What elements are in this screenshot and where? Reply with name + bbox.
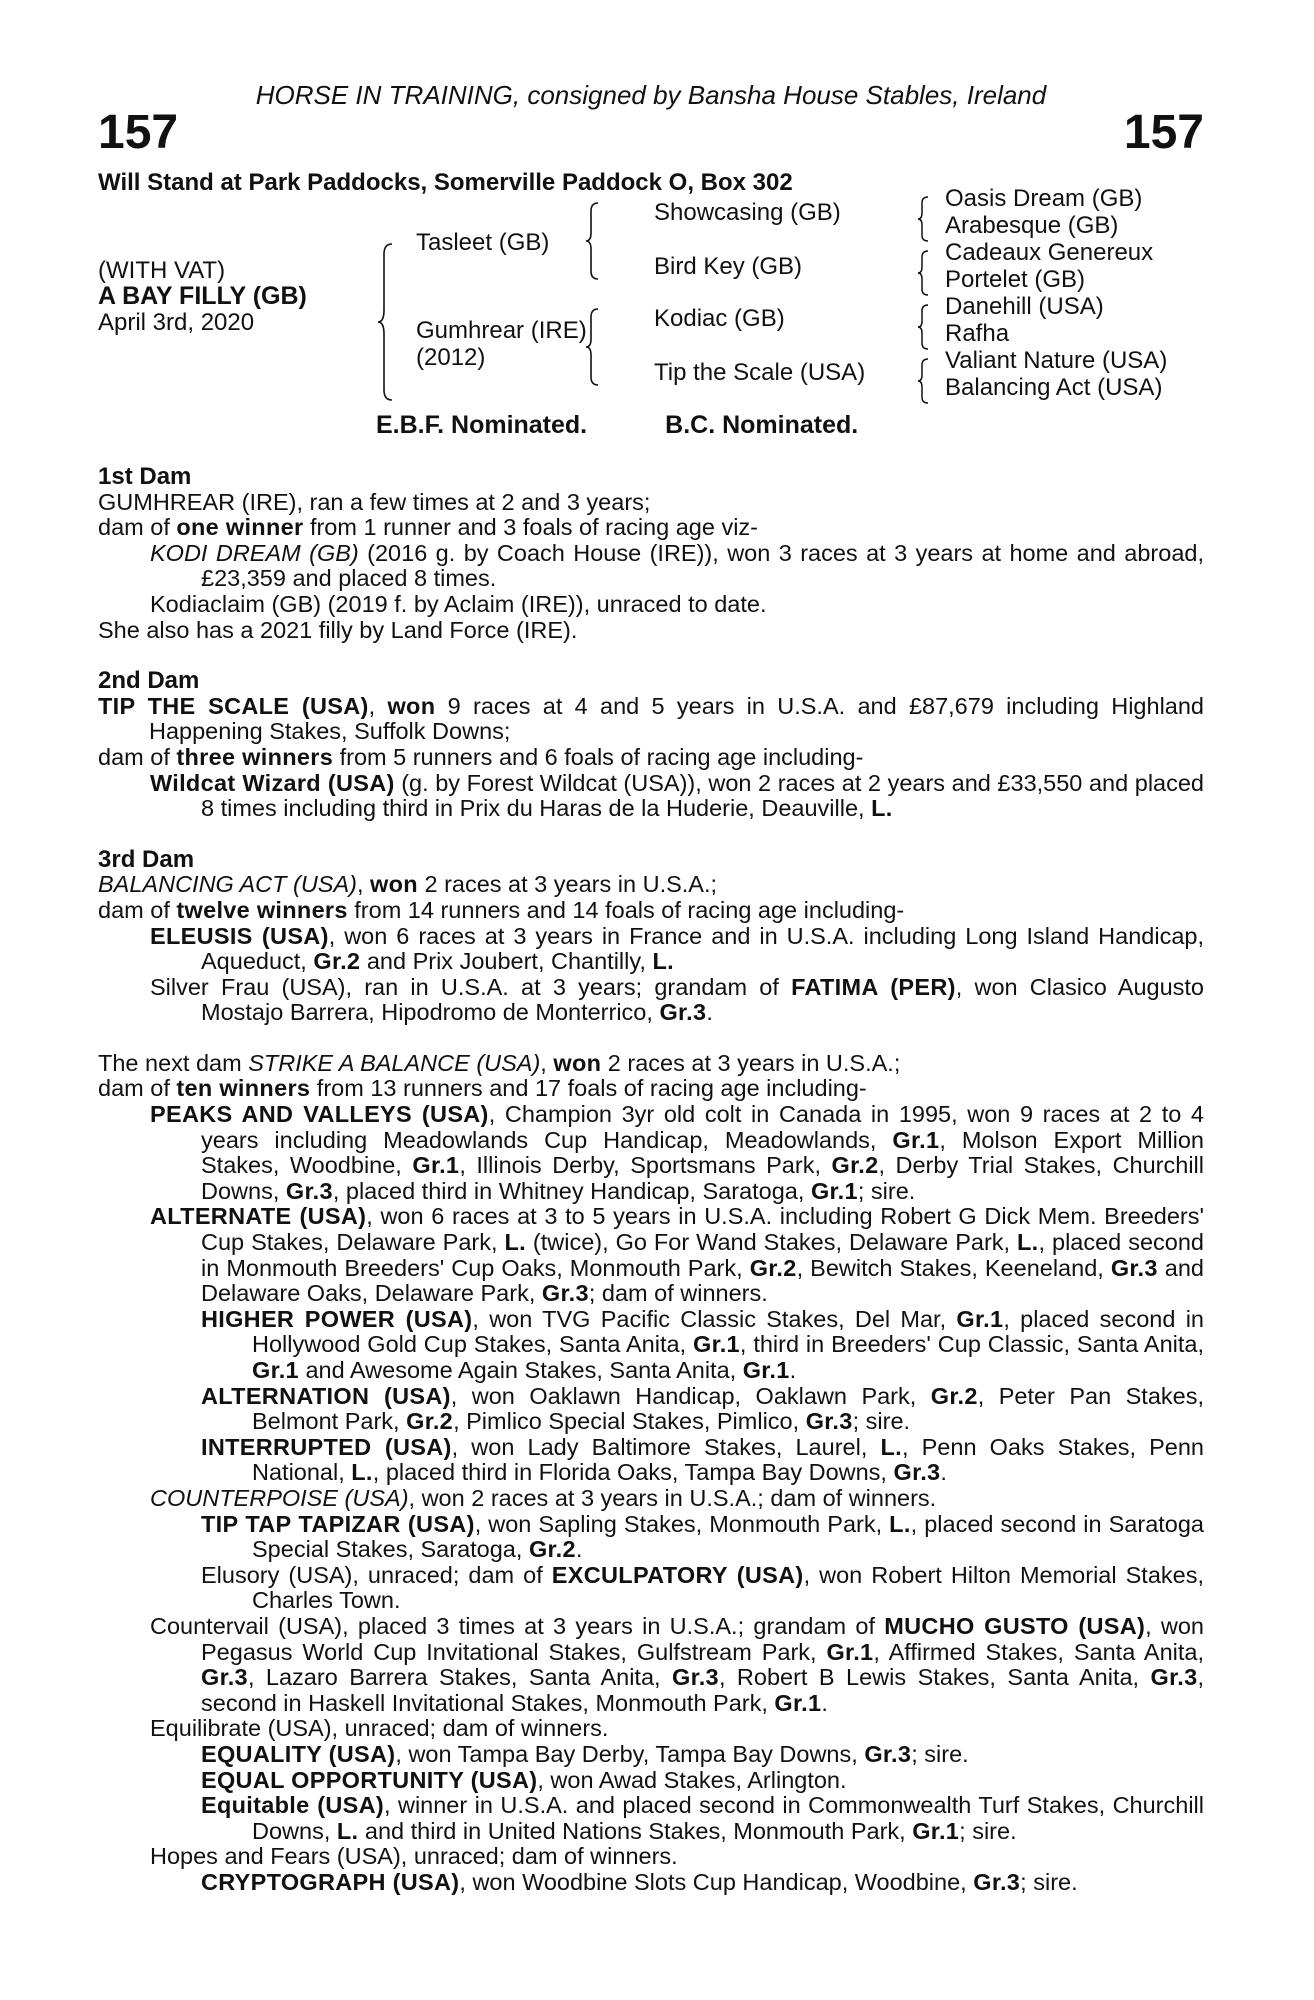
catalogue-body	[98, 464, 1204, 1895]
sire-sire: Showcasing (GB)	[654, 199, 841, 226]
third-dam-summary: BALANCING ACT (USA), won 2 races at 3 years in U.S.A.;	[98, 871, 718, 898]
offspring-equality: EQUALITY (USA), won Tampa Bay Derby, Tampa Bay Downs, Gr.3; sire.	[201, 1740, 969, 1767]
sire: Tasleet (GB)	[416, 229, 550, 256]
offspring-alternation: ALTERNATION (USA), won Oaklawn Handicap, Oaklawn Park, Gr.2, Peter Pan Stakes, Belmont Park, Gr.2, Pimlico Special Stakes, Pimlico, Gr.3; sire.	[201, 1382, 1204, 1435]
dam: Gumhrear (IRE)	[416, 317, 587, 344]
brace-g12	[916, 195, 932, 243]
second-dam-summary: TIP THE SCALE (USA), won 9 races at 4 and 5 years in U.S.A. and £87,679 including Highland Happening Stakes, Suffolk Downs;	[98, 692, 1204, 745]
granddam-8: Balancing Act (USA)	[945, 374, 1163, 401]
second-dam-heading: 2nd Dam	[98, 667, 200, 695]
second-dam-section	[98, 668, 1204, 822]
grandsire-3: Cadeaux Genereux	[945, 239, 1154, 266]
lot-number-right: 157	[1123, 106, 1204, 159]
ebf-nominated: E.B.F. Nominated.	[376, 411, 588, 439]
offspring-equal-opportunity: EQUAL OPPORTUNITY (USA), won Awad Stakes, Arlington.	[201, 1766, 847, 1793]
first-dam-record: dam of one winner from 1 runner and 3 foals of racing age viz-	[98, 514, 758, 541]
offspring-elusory: Elusory (USA), unraced; dam of EXCULPATORY (USA), won Robert Hilton Memorial Stakes, Charles Town.	[201, 1561, 1204, 1614]
dam-sire: Kodiac (GB)	[654, 305, 785, 332]
next-dam-record: dam of ten winners from 13 runners and 17 foals of racing age including-	[98, 1075, 867, 1102]
offspring-cryptograph: CRYPTOGRAPH (USA), won Woodbine Slots Cup Handicap, Woodbine, Gr.3; sire.	[201, 1868, 1078, 1895]
offspring-peaks-and-valleys: PEAKS AND VALLEYS (USA), Champion 3yr old colt in Canada in 1995, won 9 races at 2 to 4 years including Meadowlands Cup Handicap, Meadowlands, Gr.1, Molson Export Million Stakes, Woodbine, Gr.1, Illinois Derby, Sportsmans Park, Gr.2, Derby Trial Stakes, Churchill Downs, Gr.3, placed third in Whitney Handicap, Saratoga, Gr.1; sire.	[150, 1101, 1204, 1204]
grandsire-5: Danehill (USA)	[945, 293, 1104, 320]
pedigree-table	[98, 185, 1204, 407]
offspring-interrupted: INTERRUPTED (USA), won Lady Baltimore Stakes, Laurel, L., Penn Oaks Stakes, Penn National, L., placed third in Florida Oaks, Tampa Bay Downs, Gr.3.	[201, 1433, 1204, 1486]
stand-location: Will Stand at Park Paddocks, Somerville Paddock O, Box 302	[98, 169, 793, 196]
first-dam-section	[98, 464, 1204, 643]
brace-sire-dam	[376, 242, 396, 402]
grandsire-7: Valiant Nature (USA)	[945, 347, 1168, 374]
grandsire-1: Oasis Dream (GB)	[945, 185, 1143, 212]
dam-year: (2012)	[416, 344, 486, 371]
dam-dam: Tip the Scale (USA)	[654, 359, 866, 386]
brace-g56	[916, 303, 932, 351]
vat-note: (WITH VAT)	[98, 257, 226, 284]
third-dam-heading: 3rd Dam	[98, 845, 195, 873]
offspring-countervail: Countervail (USA), placed 3 times at 3 years in U.S.A.; grandam of MUCHO GUSTO (USA), won Pegasus World Cup Invitational Stakes, Gulfstream Park, Gr.1, Affirmed Stakes, Santa Anita, Gr.3, Lazaro Barrera Stakes, Santa Anita, Gr.3, Robert B Lewis Stakes, Santa Anita, Gr.3, second in Haskell Invitational Stakes, Monmouth Park, Gr.1.	[150, 1612, 1205, 1716]
offspring-kodiaclaim: Kodiaclaim (GB) (2019 f. by Aclaim (IRE)), unraced to date.	[150, 590, 767, 617]
third-dam-section	[98, 847, 1204, 1026]
nominations	[98, 411, 1204, 440]
offspring-equilibrate: Equilibrate (USA), unraced; dam of winners.	[150, 1715, 609, 1742]
sire-dam: Bird Key (GB)	[654, 253, 803, 280]
brace-g34	[916, 249, 932, 297]
third-dam-record: dam of twelve winners from 14 runners and 14 foals of racing age including-	[98, 896, 905, 923]
first-dam-summary: GUMHREAR (IRE), ran a few times at 2 and 3 years;	[98, 488, 651, 515]
foaling-date: April 3rd, 2020	[98, 309, 255, 336]
catalogue-page	[98, 80, 1204, 1920]
granddam-2: Arabesque (GB)	[945, 212, 1119, 239]
offspring-tip-tap-tapizar: TIP TAP TAPIZAR (USA), won Sapling Stakes, Monmouth Park, L., placed second in Saratoga Special Stakes, Saratoga, Gr.2.	[201, 1510, 1204, 1563]
next-dam-section	[98, 1051, 1204, 1896]
lot-number-left: 157	[98, 106, 179, 159]
offspring-kodi-dream: KODI DREAM (GB) (2016 g. by Coach House (IRE)), won 3 races at 3 years at home and abroad, £23,359 and placed 8 times.	[150, 539, 1204, 592]
second-dam-record: dam of three winners from 5 runners and 6 foals of racing age including-	[98, 743, 864, 770]
brace-sire-parents	[584, 201, 602, 281]
first-dam-note: She also has a 2021 filly by Land Force (IRE).	[98, 616, 578, 643]
granddam-6: Rafha	[945, 320, 1010, 347]
offspring-alternate: ALTERNATE (USA), won 6 races at 3 to 5 years in U.S.A. including Robert G Dick Mem. Breeders' Cup Stakes, Delaware Park, L. (twice), Go For Wand Stakes, Delaware Park, L., placed second in Monmouth Breeders' Cup Oaks, Monmouth Park, Gr.2, Bewitch Stakes, Keeneland, Gr.3 and Delaware Oaks, Delaware Park, Gr.3; dam of winners.	[150, 1203, 1204, 1307]
brace-g78	[916, 357, 932, 405]
offspring-higher-power: HIGHER POWER (USA), won TVG Pacific Classic Stakes, Del Mar, Gr.1, placed second in Hollywood Gold Cup Stakes, Santa Anita, Gr.1, third in Breeders' Cup Classic, Santa Anita, Gr.1 and Awesome Again Stakes, Santa Anita, Gr.1.	[201, 1305, 1204, 1383]
horse-name: A BAY FILLY (GB)	[98, 282, 307, 310]
offspring-wildcat-wizard: Wildcat Wizard (USA) (g. by Forest Wildcat (USA)), won 2 races at 2 years and £33,550 and placed 8 times including third in Prix du Haras de la Huderie, Deauville, L.	[150, 769, 1205, 822]
offspring-silver-frau: Silver Frau (USA), ran in U.S.A. at 3 years; grandam of FATIMA (PER), won Clasico Augusto Mostajo Barrera, Hipodromo de Monterrico, Gr.3.	[150, 973, 1204, 1026]
offspring-eleusis: ELEUSIS (USA), won 6 races at 3 years in France and in U.S.A. including Long Island Handicap, Aqueduct, Gr.2 and Prix Joubert, Chantilly, L.	[150, 922, 1204, 975]
bc-nominated: B.C. Nominated.	[665, 411, 859, 439]
consignment-line: HORSE IN TRAINING, consigned by Bansha House Stables, Ireland	[255, 80, 1047, 110]
lot-number-row	[98, 106, 1204, 159]
offspring-counterpoise: COUNTERPOISE (USA), won 2 races at 3 years in U.S.A.; dam of winners.	[150, 1484, 937, 1511]
brace-dam-parents	[584, 307, 602, 387]
offspring-equitable: Equitable (USA), winner in U.S.A. and placed second in Commonwealth Turf Stakes, Churchill Downs, L. and third in United Nations Stakes, Monmouth Park, Gr.1; sire.	[201, 1792, 1204, 1844]
granddam-4: Portelet (GB)	[945, 266, 1086, 293]
next-dam-summary: The next dam STRIKE A BALANCE (USA), won 2 races at 3 years in U.S.A.;	[98, 1049, 901, 1076]
offspring-hopes-and-fears: Hopes and Fears (USA), unraced; dam of winners.	[150, 1843, 678, 1870]
first-dam-heading: 1st Dam	[98, 463, 192, 490]
